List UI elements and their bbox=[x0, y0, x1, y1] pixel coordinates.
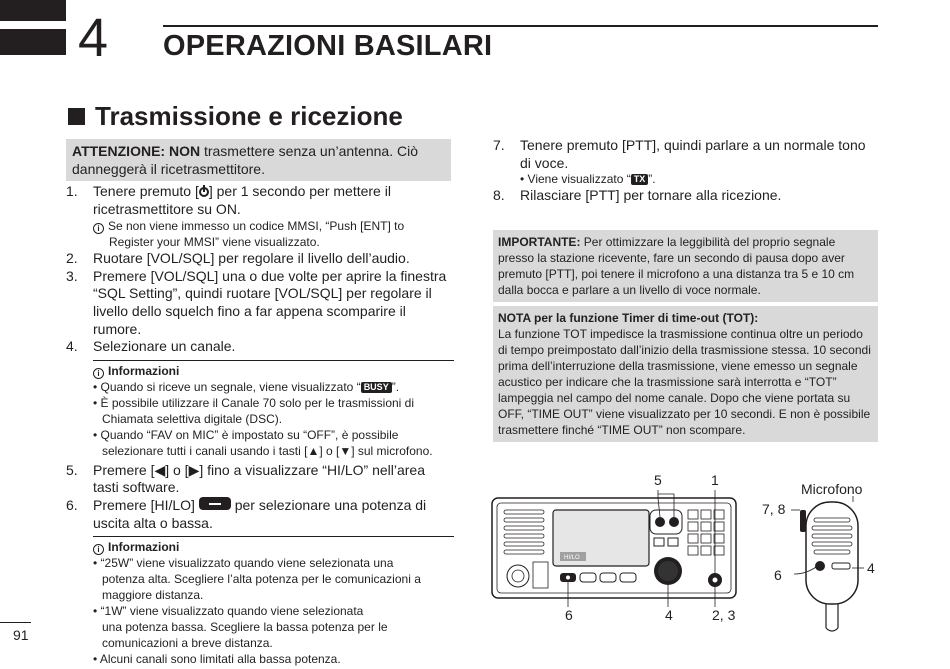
info-text: Chiamata selettiva digitale (DSC). bbox=[102, 411, 283, 426]
busy-badge: BUSY bbox=[361, 382, 392, 393]
callout-2-3: 2, 3 bbox=[712, 607, 736, 623]
step-2 bbox=[66, 250, 454, 268]
step-number: 6. bbox=[66, 496, 78, 513]
info-text: • “25W” viene visualizzato quando viene selezionata una bbox=[93, 556, 394, 571]
tot-note-text: La funzione TOT impedisce la trasmissione continua oltre un periodo di tempo preimpostato dall’inizio della trasmissione stessa. 10 secondi prima dell’interruzione della trasmissione, viene emesso un segnale acustico per indicare che la trasmissione sarà interrotta e “TOT” lampeggia nel campo del nome canale. Dopo che viene portata su OFF, “TIME OUT” viene visualizzato per 10 secondi. E non è possibile trasmettere finché “TIME OUT” non scompare. bbox=[498, 327, 871, 437]
section-title: Trasmissione e ricezione bbox=[95, 101, 403, 131]
info-text: maggiore distanza. bbox=[102, 588, 204, 603]
callout-4: 4 bbox=[665, 607, 673, 623]
section-square-icon bbox=[68, 108, 85, 125]
chapter-tab-bar bbox=[0, 29, 66, 55]
step-7-note bbox=[493, 172, 878, 187]
info-heading: Informazioni bbox=[108, 540, 180, 555]
info-text: • Quando “FAV on MIC” è impostato su “OFF”, è possibile bbox=[93, 427, 399, 442]
step-number: 7. bbox=[493, 137, 505, 153]
step-4 bbox=[66, 338, 454, 356]
note-text: Register your MMSI” viene visualizzato. bbox=[109, 235, 320, 250]
note-icon: i bbox=[93, 223, 104, 234]
warning-box bbox=[66, 139, 451, 181]
screen-hilo-label: HI/LO bbox=[564, 555, 580, 561]
page-number: 91 bbox=[13, 627, 29, 643]
step-3 bbox=[66, 268, 454, 338]
step-text: ] per 1 secondo per mettere il ricetrasmettitore su ON. bbox=[93, 183, 391, 217]
chapter-tab-bar bbox=[0, 0, 66, 21]
chapter-number: 4 bbox=[78, 8, 109, 68]
tx-badge: TX bbox=[631, 174, 649, 185]
step-1-note bbox=[66, 218, 454, 250]
callout-6: 6 bbox=[565, 607, 573, 623]
chapter-rule bbox=[163, 25, 878, 27]
info-text: selezionare tutti i canali usando i tasti [▲] o [▼] sul microfono. bbox=[102, 443, 433, 458]
left-column bbox=[66, 183, 454, 667]
info-text: • È possibile utilizzare il Canale 70 solo per le trasmissioni di bbox=[93, 395, 415, 410]
step-text: Rilasciare [PTT] per tornare alla ricezione. bbox=[520, 187, 782, 204]
chapter-title: OPERAZIONI BASILARI bbox=[163, 30, 493, 62]
note-text: Se non viene immesso un codice MMSI, “Push [ENT] to bbox=[108, 219, 405, 234]
info-text: • Quando si riceve un segnale, viene visualizzato “ bbox=[93, 379, 361, 394]
step-text: Tenere premuto [PTT], quindi parlare a un normale tono di voce. bbox=[520, 137, 866, 171]
info-text: comunicazioni a breve distanza. bbox=[102, 636, 273, 651]
tot-note-box bbox=[493, 306, 878, 442]
note-text: ”. bbox=[648, 172, 656, 187]
callout-1: 1 bbox=[711, 472, 719, 488]
info-text: • Alcuni canali sono limitati alla bassa potenza. bbox=[93, 652, 341, 667]
step-text: Premere [◀] o [▶] fino a visualizzare “HI/LO” nell’area tasti software. bbox=[93, 461, 425, 496]
step-number: 3. bbox=[66, 267, 78, 284]
step-6 bbox=[66, 497, 454, 532]
info-heading: Informazioni bbox=[108, 363, 180, 378]
step-8 bbox=[493, 187, 878, 205]
note-text: • Viene visualizzato “ bbox=[520, 172, 631, 187]
important-box bbox=[493, 230, 878, 302]
step-text: per selezionare una potenza di uscita alta o bassa. bbox=[93, 496, 427, 531]
radio-diagram bbox=[480, 470, 900, 635]
info-text: • “1W” viene visualizzato quando viene selezionata bbox=[93, 604, 364, 619]
info-icon: i bbox=[93, 368, 104, 379]
important-text: Per ottimizzare la leggibilità del proprio segnale presso la stazione ricevente, fare un secondo di pausa dopo aver premuto [PTT], poi tenere il microfono a una distanza tra 5 e 10 cm dalla bocca e parlare a un livello di voce normale. bbox=[498, 235, 855, 297]
warning-label: ATTENZIONE: NON bbox=[72, 143, 201, 159]
info-icon: i bbox=[93, 544, 104, 555]
callout-mic-4: 4 bbox=[867, 560, 875, 576]
step-number: 8. bbox=[493, 187, 505, 204]
callout-7-8: 7, 8 bbox=[762, 501, 786, 517]
info-text: ”. bbox=[391, 379, 400, 394]
callout-5: 5 bbox=[654, 472, 662, 488]
right-column bbox=[493, 137, 878, 205]
info-text: potenza alta. Scegliere l’alta potenza per le comunicazioni a bbox=[102, 572, 421, 587]
step-text: Selezionare un canale. bbox=[93, 338, 236, 355]
info-box-2 bbox=[93, 536, 454, 667]
section-heading bbox=[68, 101, 403, 132]
step-7 bbox=[493, 137, 878, 172]
power-icon bbox=[199, 187, 209, 197]
step-text: Ruotare [VOL/SQL] per regolare il livello dell’audio. bbox=[93, 250, 410, 267]
callout-mic-6: 6 bbox=[774, 567, 782, 583]
step-number: 5. bbox=[66, 461, 78, 478]
tot-note-heading: NOTA per la funzione Timer di time-out (TOT): bbox=[498, 311, 759, 325]
step-1 bbox=[66, 183, 454, 218]
step-number: 1. bbox=[66, 183, 78, 199]
step-text: Tenere premuto [ bbox=[93, 183, 199, 199]
info-box-1 bbox=[93, 360, 454, 459]
warning-text: trasmettere senza un’antenna. Ciò danneggerà il ricetrasmettitore. bbox=[72, 143, 418, 177]
page-number-rule bbox=[0, 622, 31, 623]
step-number: 4. bbox=[66, 338, 78, 355]
step-text: Premere [VOL/SQL] una o due volte per aprire la finestra “SQL Setting”, quindi ruotare [VOL/SQL] per regolare il livello dello squelch fino a far appena scomparire il rumore. bbox=[93, 267, 447, 337]
step-5 bbox=[66, 462, 454, 497]
important-label: IMPORTANTE: bbox=[498, 235, 581, 249]
info-text: una potenza bassa. Scegliere la bassa potenza per le bbox=[102, 620, 388, 635]
microphone-label: Microfono bbox=[801, 481, 863, 497]
hilo-key-icon bbox=[199, 497, 231, 510]
step-text: Premere [HI/LO] bbox=[93, 496, 199, 513]
step-number: 2. bbox=[66, 250, 78, 267]
